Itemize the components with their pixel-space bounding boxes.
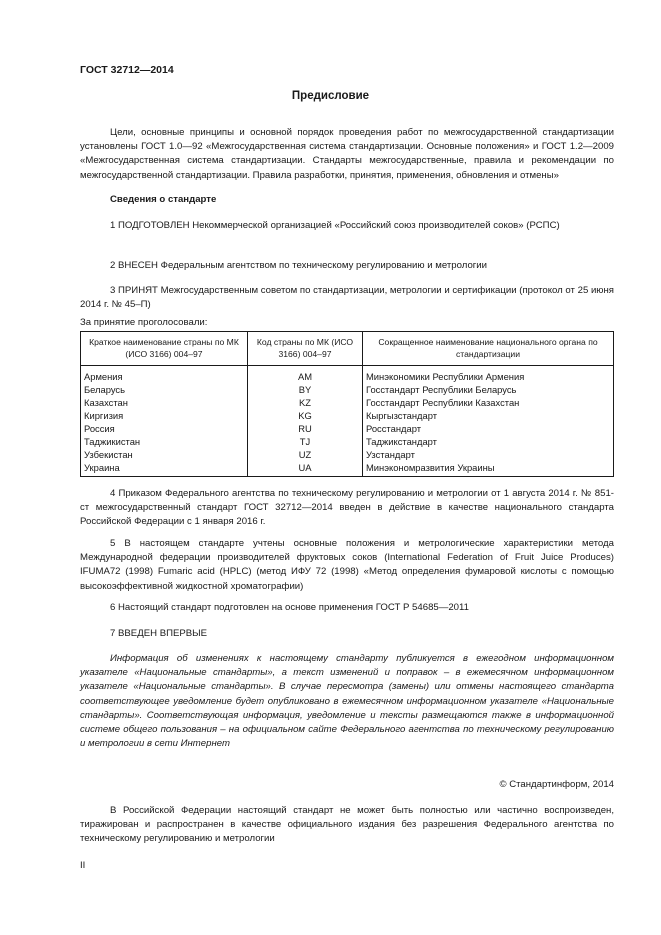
- body-cell: Росстандарт: [363, 422, 614, 435]
- country-cell: Беларусь: [81, 383, 248, 396]
- table-row: [81, 422, 614, 435]
- country-cell: Таджикистан: [81, 435, 248, 448]
- intro-paragraph: Цели, основные принципы и основной порядок проведения работ по межгосударственной стандартизации установлены ГОСТ 1.0—92 «Межгосударственная система стандартизации. Основные положения» и ГОСТ 1.2—2009 «Межгосударственная система стандартизации. Стандарты межгосударственные, правила и рекомендации по межгосударственной стандартизации. Правила разработки, принятия, применения, обновления и отмены»: [80, 127, 614, 181]
- country-cell: Украина: [81, 461, 248, 477]
- body-cell: Минэкономразвития Украины: [363, 461, 614, 477]
- code-cell: AM: [248, 366, 363, 384]
- document-id-header: ГОСТ 32712—2014: [80, 64, 174, 76]
- body-cell: Госстандарт Республики Беларусь: [363, 383, 614, 396]
- country-cell: Россия: [81, 422, 248, 435]
- member-states-table: [80, 331, 614, 477]
- body-cell: Узстандарт: [363, 448, 614, 461]
- table-row: [81, 366, 614, 384]
- table-row: [81, 461, 614, 477]
- item-4-paragraph: 4 Приказом Федерального агентства по техническому регулированию и метрологии от 1 августа 2014 г. № 851-ст межгосударственный стандарт ГОСТ 32712—2014 введен в действие в качестве национального стандарта Российской Федерации с 1 января 2016 г.: [80, 488, 614, 528]
- body-cell: Кыргызстандарт: [363, 409, 614, 422]
- item-5-paragraph: 5 В настоящем стандарте учтены основные положения и метрологические характеристики метода Международной федерации производителей фруктовых соков (International Federation of Fruit Juice Produces) IFUMA72 (1998) Fumaric acid (HPLC) (метод ИФУ 72 (1998) «Метод определения фумаровой кислоты с помощью высокоэффективной жидкостной хроматографии): [80, 538, 614, 592]
- code-cell: TJ: [248, 435, 363, 448]
- table-row: [81, 435, 614, 448]
- item-6-paragraph: 6 Настоящий стандарт подготовлен на основе применения ГОСТ Р 54685—2011: [110, 602, 469, 613]
- page-number: II: [80, 860, 86, 871]
- copyright-line: © Стандартинформ, 2014: [499, 779, 614, 790]
- table-header-row: [81, 332, 614, 366]
- changes-notice: Информация об изменениях к настоящему стандарту публикуется в ежегодном информационном указателе «Национальные стандарты», а текст изменений и поправок – в ежемесячном информационном указателе «Национальные стандарты». В случае пересмотра (замены) или отмены настоящего стандарта соответствующее уведомление будет опубликовано в ежемесячном информационном указателе «Национальные стандарты». Соответствующая информация, уведомление и тексты размещаются также в информационной системе общего пользования – на официальном сайте Федерального агентства по техническому регулированию и метрологии в сети Интернет: [80, 653, 614, 750]
- country-cell: Армения: [81, 366, 248, 384]
- table-row: [81, 448, 614, 461]
- item-7-paragraph: 7 ВВЕДЕН ВПЕРВЫЕ: [110, 628, 208, 639]
- rights-paragraph: В Российской Федерации настоящий стандарт не может быть полностью или частично воспроизведен, тиражирован и распространен в качестве официального издания без разрешения Федерального агентства по техническому регулированию и метрологии: [80, 805, 614, 845]
- item-1-paragraph: 1 ПОДГОТОВЛЕН Некоммерческой организацией «Российский союз производителей соков» (РСПС): [110, 220, 560, 231]
- code-cell: KZ: [248, 396, 363, 409]
- body-cell: Таджикстандарт: [363, 435, 614, 448]
- country-cell: Киргизия: [81, 409, 248, 422]
- page-title: Предисловие: [291, 90, 370, 102]
- item-2-paragraph: 2 ВНЕСЕН Федеральным агентством по техническому регулированию и метрологии: [110, 260, 488, 271]
- table-row: [81, 396, 614, 409]
- code-cell: BY: [248, 383, 363, 396]
- code-cell: KG: [248, 409, 363, 422]
- code-cell: UA: [248, 461, 363, 477]
- table-row: [81, 409, 614, 422]
- code-cell: RU: [248, 422, 363, 435]
- body-cell: Минэкономики Республики Армения: [363, 366, 614, 384]
- column-header-body: Сокращенное наименование национального органа по стандартизации: [363, 332, 614, 366]
- column-header-code: Код страны по МК (ИСО 3166) 004–97: [248, 332, 363, 366]
- country-cell: Узбекистан: [81, 448, 248, 461]
- code-cell: UZ: [248, 448, 363, 461]
- column-header-country: Краткое наименование страны по МК (ИСО 3166) 004–97: [81, 332, 248, 366]
- body-cell: Госстандарт Республики Казахстан: [363, 396, 614, 409]
- country-cell: Казахстан: [81, 396, 248, 409]
- item-3-paragraph: 3 ПРИНЯТ Межгосударственным советом по стандартизации, метрологии и сертификации (протокол от 25 июня 2014 г. № 45–П): [80, 285, 614, 311]
- votes-label: За принятие проголосовали:: [80, 317, 208, 328]
- table-row: [81, 383, 614, 396]
- info-heading: Сведения о стандарте: [110, 194, 217, 205]
